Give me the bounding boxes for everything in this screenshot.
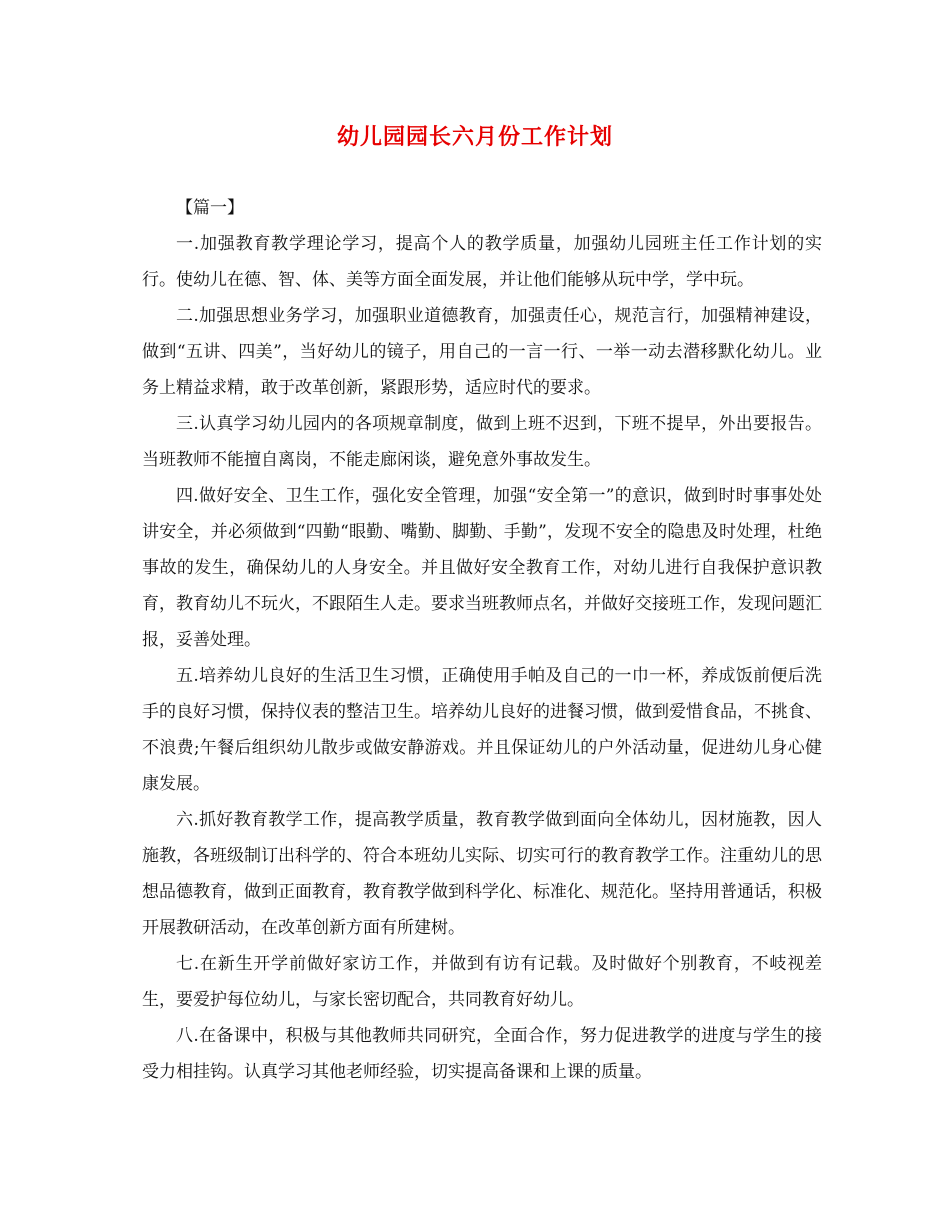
document-body: [142, 190, 822, 1090]
paragraph-3: 三.认真学习幼儿园内的各项规章制度，做到上班不迟到，下班不提早，外出要报告。当班教师不能擅自离岗，不能走廊闲谈，避免意外事故发生。: [142, 414, 822, 470]
paragraph-2: 二.加强思想业务学习，加强职业道德教育，加强责任心，规范言行，加强精神建设，做到“五讲、四美”，当好幼儿的镜子，用自己的一言一行、一举一动去潜移默化幼儿。业务上精益求精，敢于改革创新，紧跟形势，适应时代的要求。: [142, 306, 822, 398]
paragraph-6: 六.抓好教育教学工作，提高教学质量，教育教学做到面向全体幼儿，因材施教，因人施教，各班级制订出科学的、符合本班幼儿实际、切实可行的教育教学工作。注重幼儿的思想品德教育，做到正面教育，教育教学做到科学化、标准化、规范化。坚持用普通话，积极开展教研活动，在改革创新方面有所建树。: [142, 810, 822, 938]
paragraph-5: 五.培养幼儿良好的生活卫生习惯，正确使用手帕及自己的一巾一杯，养成饭前便后洗手的良好习惯，保持仪表的整洁卫生。培养幼儿良好的进餐习惯，做到爱惜食品，不挑食、不浪费;午餐后组织幼儿散步或做安静游戏。并且保证幼儿的户外活动量，促进幼儿身心健康发展。: [142, 666, 822, 794]
section-label: 【篇一】: [176, 198, 244, 218]
paragraph-4: 四.做好安全、卫生工作，强化安全管理，加强“安全第一”的意识，做到时时事事处处讲安全，并必须做到“四勤“眼勤、嘴勤、脚勤、手勤”，发现不安全的隐患及时处理，杜绝事故的发生，确保幼儿的人身安全。并且做好安全教育工作，对幼儿进行自我保护意识教育，教育幼儿不玩火，不跟陌生人走。要求当班教师点名，并做好交接班工作，发现问题汇报，妥善处理。: [142, 486, 822, 650]
paragraph-8: 八.在备课中，积极与其他教师共同研究，全面合作，努力促进教学的进度与学生的接受力相挂钩。认真学习其他老师经验，切实提高备课和上课的质量。: [142, 1026, 822, 1082]
paragraph-7: 七.在新生开学前做好家访工作，并做到有访有记载。及时做好个别教育，不岐视差生，要爱护每位幼儿，与家长密切配合，共同教育好幼儿。: [142, 954, 822, 1010]
paragraph-1: 一.加强教育教学理论学习，提高个人的教学质量，加强幼儿园班主任工作计划的实行。使幼儿在德、智、体、美等方面全面发展，并让他们能够从玩中学，学中玩。: [142, 234, 822, 290]
document-title: 幼儿园园长六月份工作计划: [336, 124, 613, 150]
